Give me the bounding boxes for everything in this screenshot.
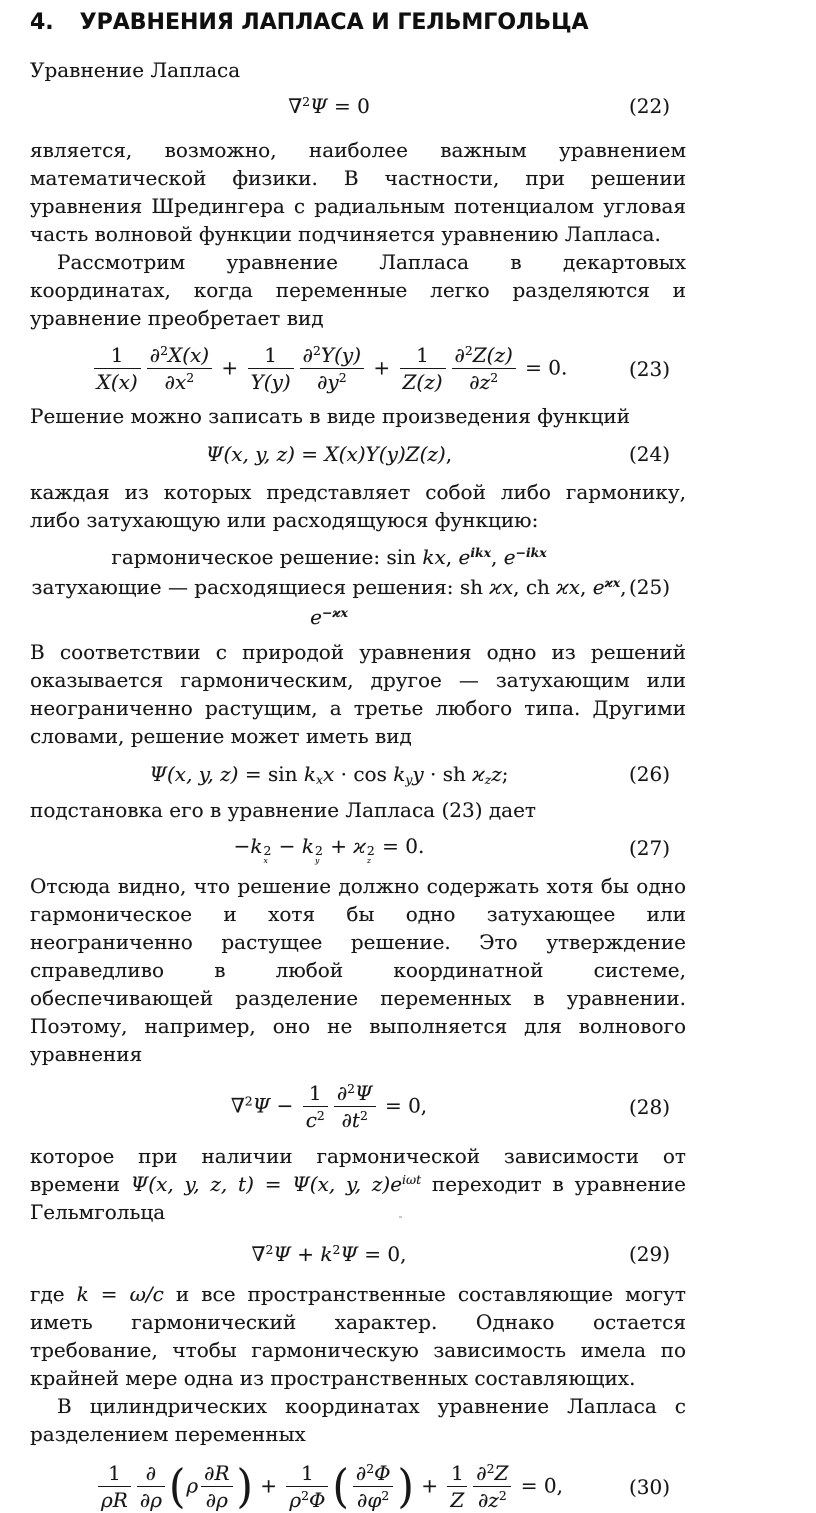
equation-23 xyxy=(30,344,686,394)
equation-26-number: (26) xyxy=(628,761,670,786)
paragraph-7: Отсюда видно, что решение должно содержать хотя бы одно гармоническое и хотя бы одно затухающее или неограниченно растущее решение. Это утверждение справедливо в любой координатной системе, обеспечивающей разделение переменных в уравнении. Поэтому, например, оно не выполняется для волнового уравнения xyxy=(30,874,686,1067)
equation-27-math: −k 2 x − k 2 y + ϰ 2 z = 0. xyxy=(233,833,425,865)
equation-26 xyxy=(30,760,686,788)
paragraph-2: Рассмотрим уравнение Лапласа в декартовых координатах, когда переменные легко разделяются и уравнение преобретает вид xyxy=(30,250,686,330)
paragraph-10: В цилиндрических координатах уравнение Лапласа с разделением переменных xyxy=(30,1393,686,1446)
equation-28-number: (28) xyxy=(628,1094,670,1119)
equation-30-math: $\frac{1}{\rho R}$ $\frac{\partial}{\partial\rho}$ ( ρ $\frac{\partial R}{\partial\rho}$ ) + $\frac{1}{\rho^2\Phi}$ ( $\frac{\partial^2\Phi}{\partial\varphi^2}$ ) + $\frac{1}{Z}$ $\frac{\partial^2Z}{\partial z^2}$ = 0, xyxy=(95,1462,563,1512)
equation-30 xyxy=(30,1459,686,1513)
equation-29-math: $\nabla^2\Psi + k^2\Psi = 0$, xyxy=(251,1241,407,1266)
equation-26-math: Ψ(x, y, $z) = \sin k_xx \cdot \cos k_yy$ · sh $ϰ_zz$; xyxy=(149,761,509,787)
equation-28 xyxy=(30,1082,686,1132)
paragraph-intro: Уравнение Лапласа xyxy=(30,58,241,82)
paragraph-9: где k = ω/c и все пространственные составляющие могут иметь гармонический характер. Однако остается требование, чтобы гармоническую зависимость имела по крайней мере одна из пространственных составляющих. xyxy=(30,1281,686,1390)
paragraph-1: является, возможно, наиболее важным уравнением математической физики. В частности, при решении уравнения Шредингера с радиальным потенциалом угловая часть волновой функции подчиняется уравнению Лапласа. xyxy=(30,138,686,246)
paragraph-3: Решение можно записать в виде произведения функций xyxy=(30,403,631,428)
scan-artifact xyxy=(399,1216,402,1218)
equation-24 xyxy=(30,440,686,468)
equation-27-number: (27) xyxy=(628,835,670,860)
paragraph-8: которое при наличии гармонической зависимости от времени Ψ(x, y, z, t) = Ψ(x, y, $z)e^{i\omega t}$ переходит в уравнение Гельмгольца xyxy=(30,1143,686,1224)
section-title: УРАВНЕНИЯ ЛАПЛАСА И ГЕЛЬМГОЛЬЦА xyxy=(79,10,589,35)
equation-22 xyxy=(30,92,686,120)
equation-24-math: Ψ(x, y, z) = X(x)Y(y)Z(z), xyxy=(205,441,453,466)
equation-23-number: (23) xyxy=(628,356,670,381)
paragraph-6: подстановка его в уравнение Лапласа (23) дает xyxy=(30,797,536,822)
paragraph-4: каждая из которых представляет собой либо гармонику, либо затухающую или расходящуюся функцию: xyxy=(30,479,686,532)
equation-29 xyxy=(30,1240,686,1268)
equation-25 xyxy=(30,542,686,632)
equation-27 xyxy=(30,832,686,864)
section-number: 4. xyxy=(30,10,54,35)
equation-23-math: $\frac{1}{X(x)}$ $\frac{\partial^2X(x)}{\partial x^2}$ + $\frac{1}{Y(y)}$ $\frac{\partial^2Y(y)}{\partial y^2}$ + $\frac{1}{Z(z)}$ $\frac{\partial^2Z(z)}{\partial z^2}$ = 0. xyxy=(91,344,568,394)
equation-22-math: ∇$^2$Ψ = 0 xyxy=(288,94,370,118)
equation-28-math: ∇$^2$Ψ − $\frac{1}{c^2}$ $\frac{\partial^2\Psi}{\partial t^2}$ = 0, xyxy=(230,1081,428,1133)
equation-24-number: (24) xyxy=(628,441,670,466)
paragraph-5: В соответствии с природой уравнения одно из решений оказывается гармоническим, другое — затухающим или неограниченно растущим, а третье любого типа. Другими словами, решение может иметь вид xyxy=(30,639,686,748)
equation-22-number: (22) xyxy=(628,94,670,118)
section-heading xyxy=(30,10,686,36)
equation-25-line2: затухающие — расходящиеся решения: sh ϰx, ch ϰx, $e^{ϰx}$, $e^{-ϰx}$ xyxy=(31,574,627,629)
equation-29-number: (29) xyxy=(628,1241,670,1266)
equation-25-line1: гармоническое решение: sin kx, $e^{ikx}$, $e^{-ikx}$ xyxy=(111,544,547,569)
equation-25-number: (25) xyxy=(628,574,670,599)
equation-30-number: (30) xyxy=(628,1474,670,1499)
